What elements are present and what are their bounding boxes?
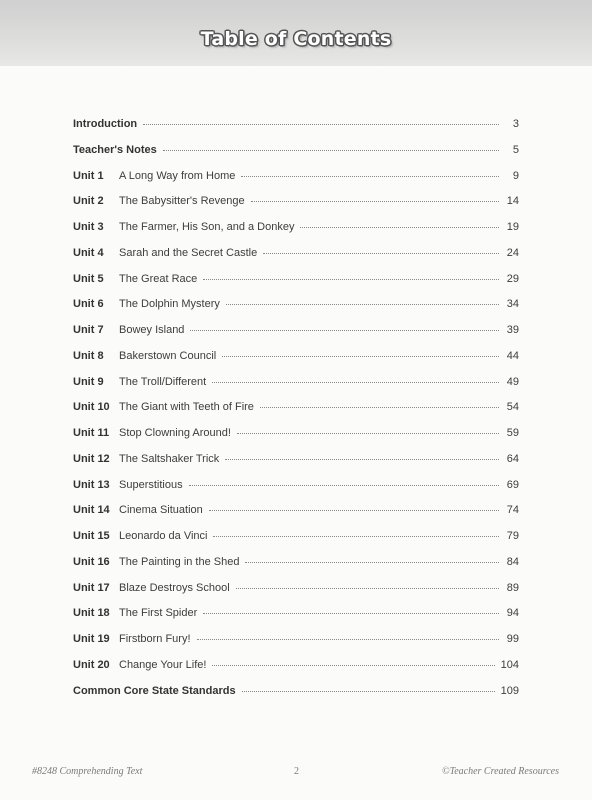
toc-entry — [73, 659, 519, 685]
toc-entry — [73, 556, 519, 582]
toc-page-number: 64 — [506, 452, 519, 465]
footer-book-id: #8248 Comprehending Text — [32, 766, 143, 777]
toc-entry — [73, 633, 519, 659]
toc-entry-title: Teacher's Notes — [73, 143, 157, 156]
dot-leader — [300, 227, 499, 228]
toc-entry-title: Cinema Situation — [119, 504, 203, 517]
toc-page-number: 69 — [506, 478, 519, 491]
toc-entry — [73, 324, 519, 350]
toc-page-number: 84 — [506, 555, 519, 568]
toc-page-number: 59 — [506, 427, 519, 439]
toc-entry — [73, 376, 519, 402]
toc-page-number: 5 — [512, 143, 519, 156]
toc-entry — [73, 195, 519, 221]
dot-leader — [203, 613, 499, 614]
toc-entry — [73, 247, 519, 273]
toc-unit-label: Unit 15 — [73, 530, 110, 542]
toc-entry — [73, 221, 519, 247]
toc-unit-label: Unit 13 — [73, 478, 110, 491]
toc-entry-title: Leonardo da Vinci — [119, 530, 208, 542]
toc-page-number: 19 — [506, 221, 519, 233]
toc-entry — [73, 170, 519, 196]
toc-entry — [73, 479, 519, 505]
toc-entry-title: Common Core State Standards — [73, 684, 236, 697]
toc-page-number: 54 — [506, 401, 519, 414]
toc-entry — [73, 453, 519, 479]
dot-leader — [251, 201, 499, 202]
toc-entry-title: Bakerstown Council — [119, 349, 217, 362]
toc-page-number: 79 — [506, 530, 519, 542]
dot-leader — [245, 562, 499, 563]
toc-entry — [73, 582, 519, 608]
dot-leader — [163, 150, 499, 151]
table-of-contents — [73, 118, 519, 710]
toc-unit-label: Unit 6 — [73, 298, 104, 311]
dot-leader — [226, 304, 499, 305]
toc-entry — [73, 298, 519, 324]
dot-leader — [190, 330, 499, 331]
dot-leader — [241, 176, 499, 177]
toc-page-number: 9 — [512, 169, 519, 182]
toc-page-number: 14 — [506, 195, 519, 208]
toc-entry-title: A Long Way from Home — [119, 169, 236, 182]
toc-entry-title: Stop Clowning Around! — [119, 427, 231, 439]
toc-page-number: 34 — [506, 298, 519, 311]
footer-page-number: 2 — [294, 766, 299, 777]
toc-page-number: 3 — [512, 118, 519, 130]
toc-entry — [73, 530, 519, 556]
toc-unit-label: Unit 5 — [73, 272, 104, 285]
toc-unit-label: Unit 7 — [73, 324, 104, 336]
toc-unit-label: Unit 2 — [73, 195, 104, 208]
toc-entry — [73, 427, 519, 453]
toc-entry-title: Change Your Life! — [119, 658, 207, 671]
toc-entry — [73, 144, 519, 170]
toc-entry-title: The Giant with Teeth of Fire — [119, 401, 254, 414]
dot-leader — [213, 536, 499, 537]
toc-page-number: 99 — [506, 633, 519, 645]
toc-entry-title: Blaze Destroys School — [119, 581, 230, 594]
toc-page-number: 94 — [506, 607, 519, 620]
toc-page-number: 29 — [506, 272, 519, 285]
toc-entry-title: The Saltshaker Trick — [119, 452, 220, 465]
dot-leader — [143, 124, 499, 125]
toc-page-number: 44 — [506, 349, 519, 362]
toc-page-number: 89 — [506, 581, 519, 594]
toc-unit-label: Unit 19 — [73, 633, 110, 645]
toc-entry — [73, 350, 519, 376]
toc-page-number: 24 — [506, 246, 519, 259]
toc-entry — [73, 273, 519, 299]
toc-entry — [73, 401, 519, 427]
toc-unit-label: Unit 9 — [73, 375, 104, 388]
toc-unit-label: Unit 3 — [73, 221, 104, 233]
toc-entry — [73, 118, 519, 144]
dot-leader — [197, 639, 499, 640]
toc-unit-label: Unit 14 — [73, 504, 110, 517]
toc-unit-label: Unit 18 — [73, 607, 110, 620]
footer-copyright: ©Teacher Created Resources — [441, 766, 559, 777]
toc-entry-title: Superstitious — [119, 478, 183, 491]
toc-entry-title: Bowey Island — [119, 324, 185, 336]
toc-unit-label: Unit 20 — [73, 658, 110, 671]
toc-entry-title: The First Spider — [119, 607, 198, 620]
dot-leader — [212, 382, 499, 383]
toc-unit-label: Unit 11 — [73, 427, 110, 439]
toc-entry — [73, 607, 519, 633]
dot-leader — [189, 485, 499, 486]
toc-entry-title: The Great Race — [119, 272, 198, 285]
dot-leader — [203, 279, 499, 280]
toc-page-number: 109 — [500, 684, 519, 697]
toc-entry-title: The Painting in the Shed — [119, 555, 240, 568]
dot-leader — [225, 459, 499, 460]
toc-unit-label: Unit 4 — [73, 246, 104, 259]
toc-unit-label: Unit 10 — [73, 401, 110, 414]
toc-unit-label: Unit 8 — [73, 349, 104, 362]
toc-entry-title: Introduction — [73, 118, 138, 130]
toc-page-number: 39 — [506, 324, 519, 336]
toc-unit-label: Unit 17 — [73, 581, 110, 594]
toc-unit-label: Unit 12 — [73, 452, 110, 465]
toc-entry-title: Firstborn Fury! — [119, 633, 191, 645]
toc-entry — [73, 685, 519, 711]
dot-leader — [242, 691, 495, 692]
toc-entry-title: The Troll/Different — [119, 375, 207, 388]
dot-leader — [212, 665, 494, 666]
toc-entry — [73, 504, 519, 530]
toc-entry-title: Sarah and the Secret Castle — [119, 246, 258, 259]
dot-leader — [236, 588, 499, 589]
dot-leader — [263, 253, 499, 254]
toc-entry-title: The Farmer, His Son, and a Donkey — [119, 221, 295, 233]
toc-entry-title: The Dolphin Mystery — [119, 298, 220, 311]
dot-leader — [209, 510, 499, 511]
dot-leader — [222, 356, 499, 357]
toc-unit-label: Unit 16 — [73, 555, 110, 568]
toc-page-number: 74 — [506, 504, 519, 517]
dot-leader — [260, 407, 499, 408]
dot-leader — [237, 433, 499, 434]
toc-page-number: 49 — [506, 375, 519, 388]
page-title: Table of Contents — [200, 28, 392, 50]
toc-unit-label: Unit 1 — [73, 169, 104, 182]
toc-entry-title: The Babysitter's Revenge — [119, 195, 245, 208]
toc-page-number: 104 — [500, 658, 519, 671]
